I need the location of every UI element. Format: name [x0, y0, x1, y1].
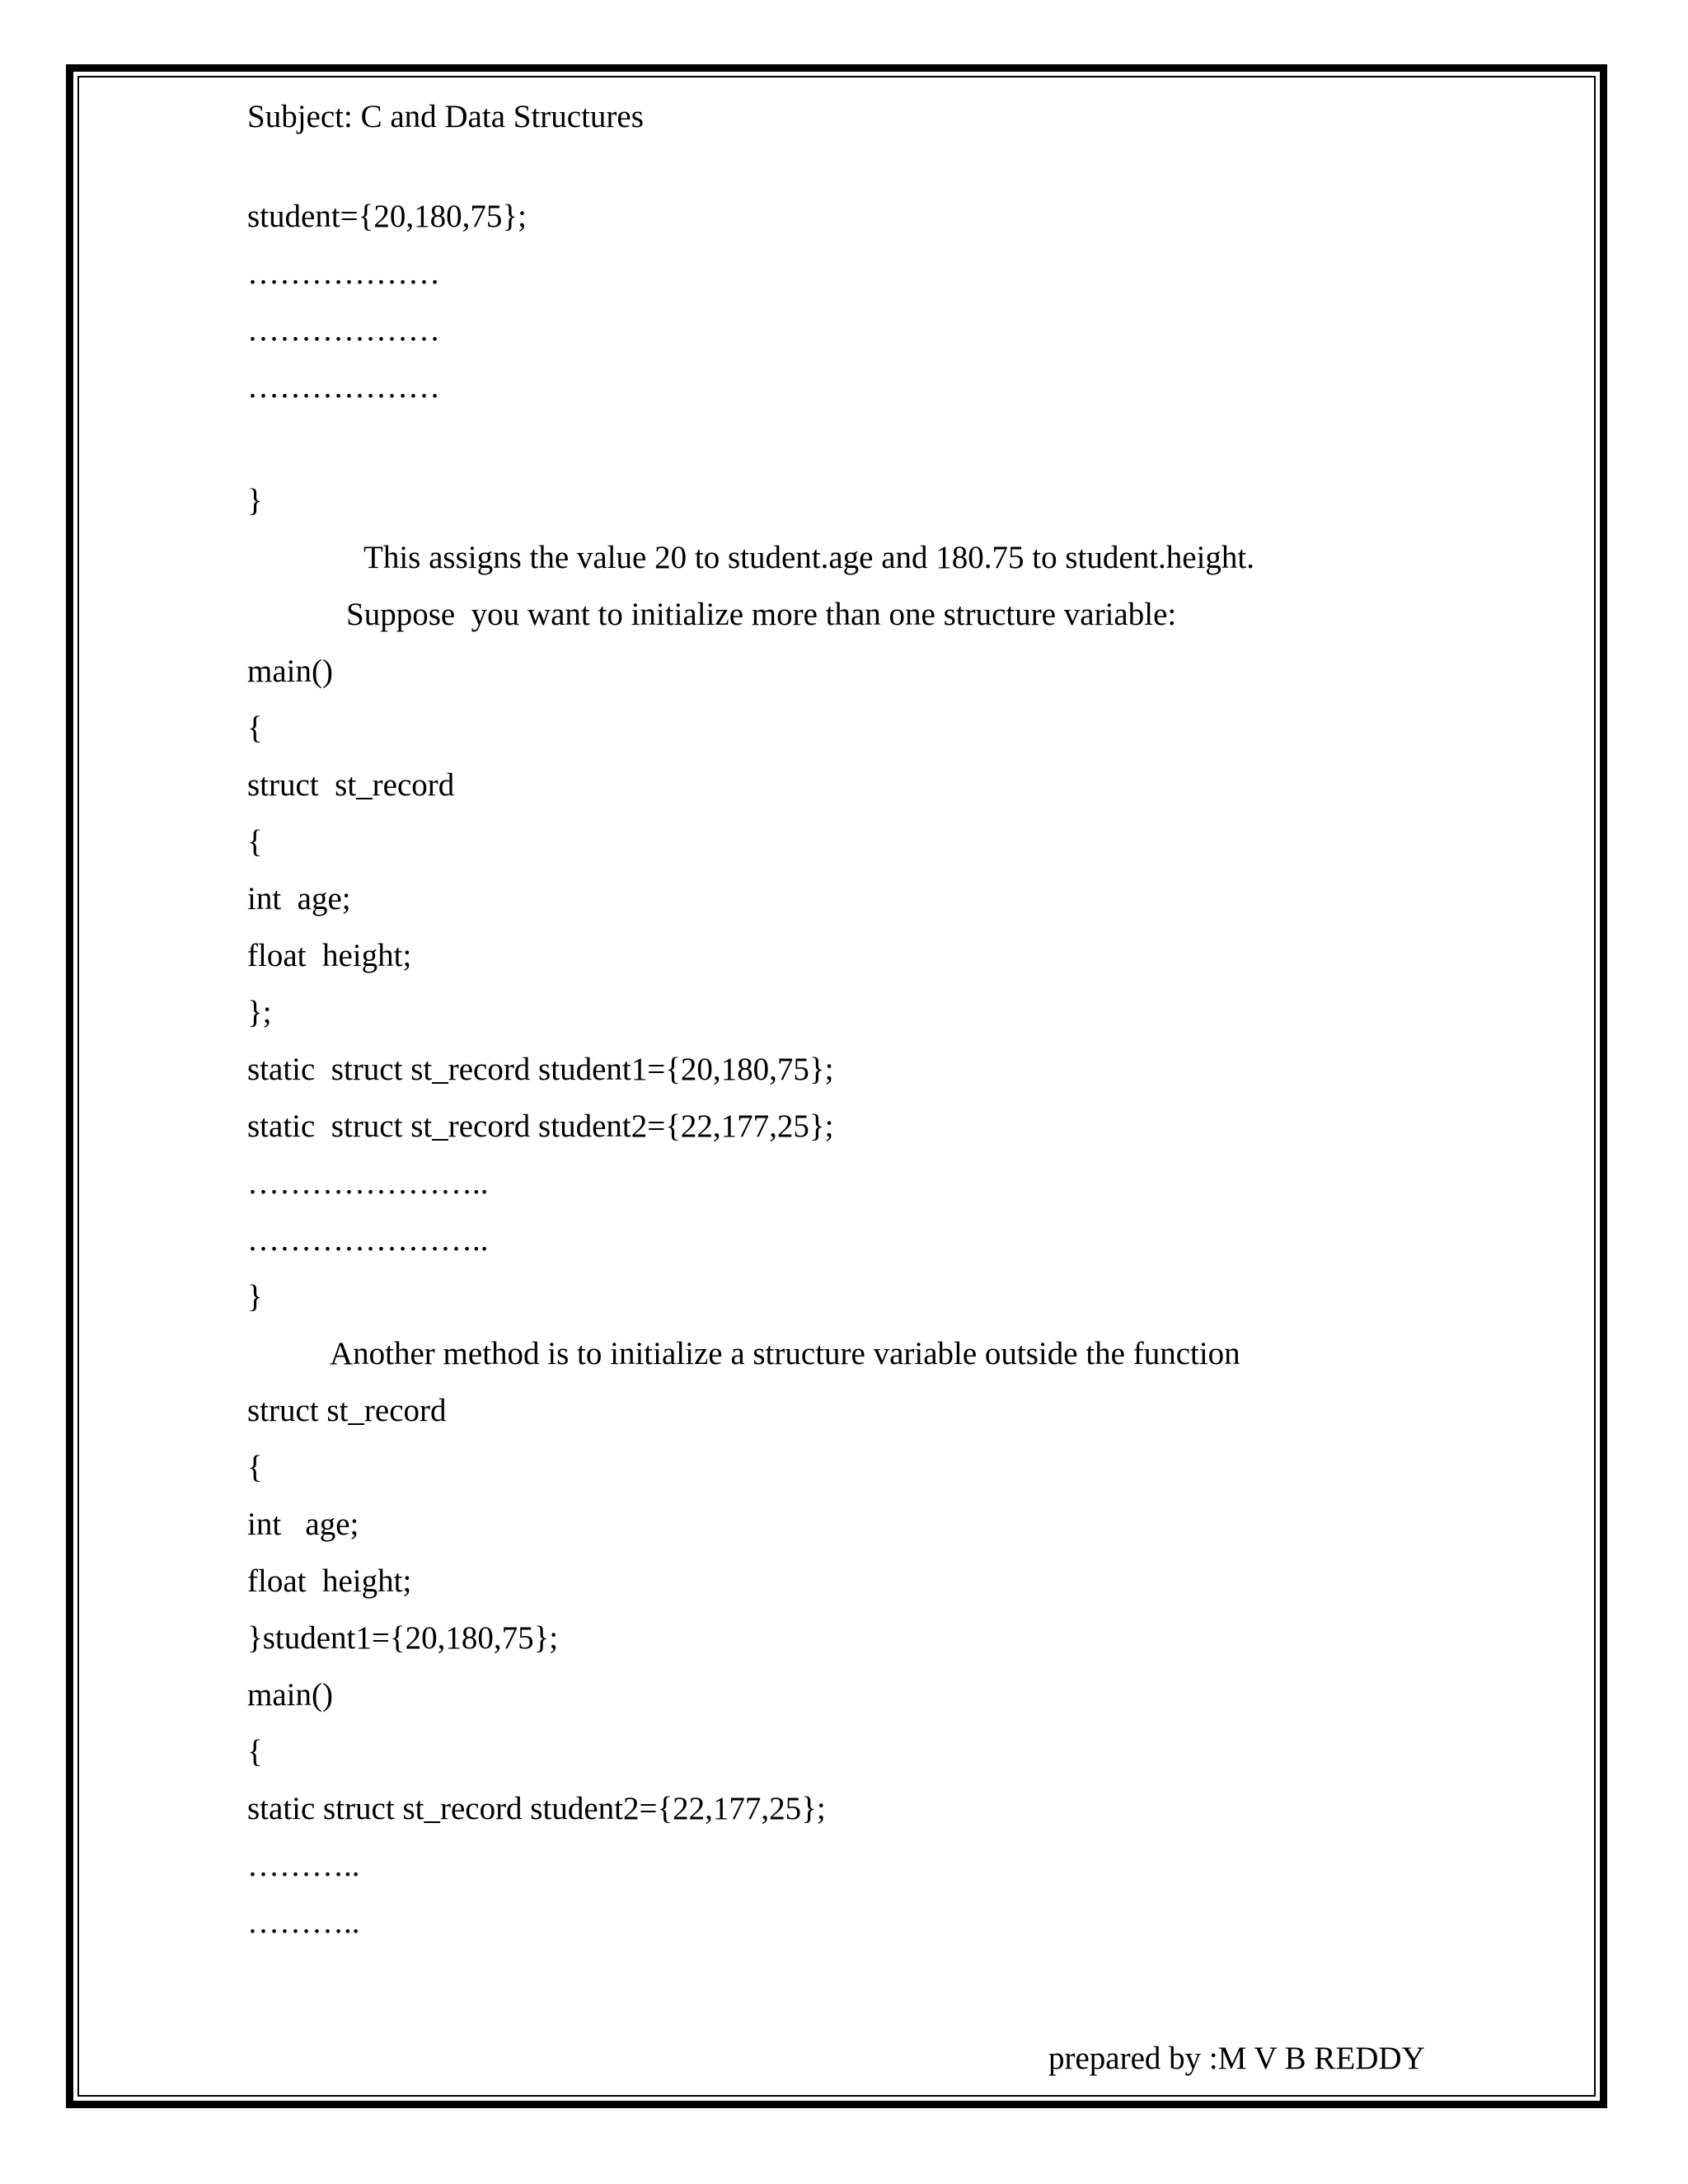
- text-line: }: [247, 483, 263, 518]
- code-line: {: [247, 710, 263, 746]
- code-line: ………..: [247, 1848, 360, 1883]
- subject-heading: Subject: C and Data Structures: [247, 99, 644, 134]
- code-line: {: [247, 1734, 263, 1769]
- code-line: main(): [247, 1677, 333, 1713]
- code-line: …………………..: [247, 1165, 489, 1201]
- code-line: struct st_record: [247, 767, 455, 803]
- paragraph-line: Suppose you want to initialize more than one structure variable:: [346, 597, 1177, 632]
- code-line: …………………..: [247, 1222, 489, 1258]
- code-line: static struct st_record student1={20,180,75};: [247, 1052, 834, 1087]
- code-line: {: [247, 1450, 263, 1485]
- code-line: {: [247, 824, 263, 860]
- code-line: struct st_record: [247, 1393, 447, 1428]
- text-line: ………………: [247, 369, 440, 405]
- code-line: main(): [247, 654, 333, 689]
- text-line: ………………: [247, 255, 440, 291]
- code-line: static struct st_record student2={22,177,25};: [247, 1791, 826, 1826]
- code-line: };: [247, 995, 272, 1030]
- code-line: }student1={20,180,75};: [247, 1620, 559, 1656]
- code-line: ………..: [247, 1905, 360, 1940]
- paragraph-line: This assigns the value 20 to student.age and 180.75 to student.height.: [363, 540, 1255, 575]
- prepared-by-footer: prepared by :M V B REDDY: [1048, 2041, 1425, 2076]
- paragraph-line: Another method is to initialize a structure variable outside the function: [330, 1336, 1240, 1371]
- code-line: int age;: [247, 1507, 359, 1542]
- code-line: float height;: [247, 1563, 412, 1599]
- code-line: static struct st_record student2={22,177,25};: [247, 1108, 834, 1144]
- code-line: }: [247, 1279, 263, 1315]
- code-line: int age;: [247, 881, 351, 916]
- text-line: ………………: [247, 312, 440, 348]
- code-line: float height;: [247, 938, 412, 973]
- text-line: student={20,180,75};: [247, 199, 527, 234]
